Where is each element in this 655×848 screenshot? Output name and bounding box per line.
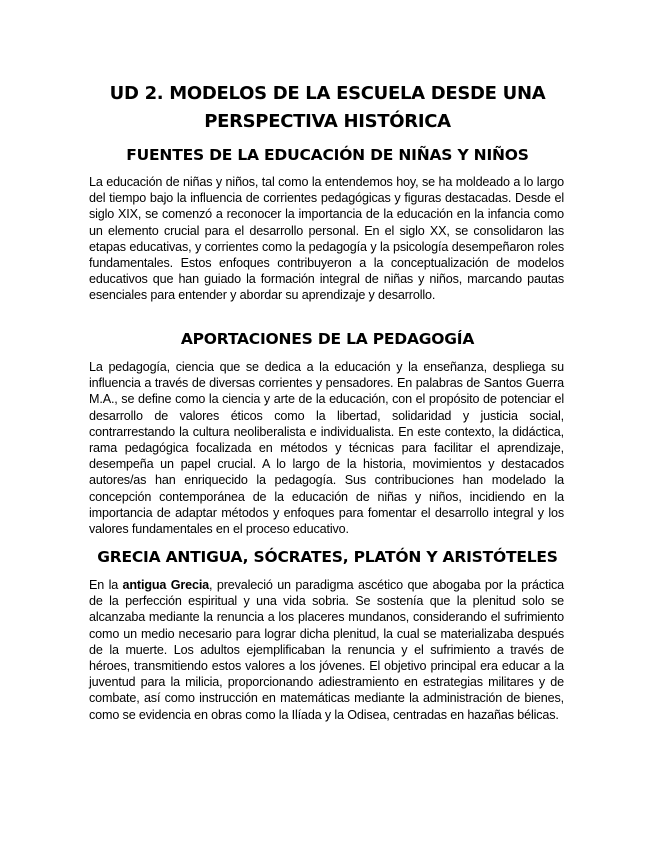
bold-term-antigua-grecia: antigua Grecia bbox=[122, 578, 210, 592]
section-paragraph-fuentes: La educación de niñas y niños, tal como la entendemos hoy, se ha moldeado a lo largo del tiempo bajo la influencia de corrientes pedagógicas y figuras destacadas. Desde el siglo XIX, se comenzó a reconocer la importancia de la educación en la infancia como un elemento crucial para el desarrollo personal. En el siglo XX, se consolidaron las etapas educativas, y corrientes como la pedagogía y la psicología desempeñaron roles fundamentales. Estos enfoques contribuyeron a la conceptualización de modelos educativos que han guiado la formación integral de niñas y niños, marcando pautas esenciales para entender y abordar su aprendizaje y desarrollo. bbox=[89, 175, 564, 303]
section-paragraph-grecia bbox=[89, 577, 564, 723]
section-paragraph-aportaciones: La pedagogía, ciencia que se dedica a la educación y la enseñanza, despliega su influencia a través de diversas corrientes y pensadores. En palabras de Santos Guerra M.A., se define como la ciencia y arte de la educación, con el propósito de potenciar el desarrollo de valores éticos como la libertad, solidaridad y justicia social, contrarrestando la cultura neoliberalista e individualista. En este contexto, la didáctica, rama pedagógica focalizada en métodos y técnicas para facilitar el aprendizaje, desempeña un papel crucial. A lo largo de la historia, movimientos y destacados autores/as han enriquecido la pedagogía. Sus contribuciones han modelado la concepción contemporánea de la educación de niñas y niños, incidiendo en la importancia de adaptar métodos y enfoques para fomentar el desarrollo integral y los valores fundamentales en el proceso educativo. bbox=[89, 360, 564, 537]
paragraph-rest: , prevaleció un paradigma ascético que abogaba por la práctica de la perfección espiritual y una vida sobria. Se sostenía que la plenitud solo se alcanzaba mediante la renuncia a los placeres mundanos, considerando el sufrimiento como un medio necesario para lograr dicha plenitud, la cual se materializaba después de la muerte. Los adultos ejemplificaban la renuncia y el sufrimiento a través de héroes, transmitiendo estos valores a los jóvenes. El objetivo principal era educar a la juventud para la milicia, proporcionando adiestramiento en estrategias militares y de combate, así como instrucción en matemáticas mediante la administración de bienes, como se evidencia en obras como la Ilíada y la Odisea, centradas en hazañas bélicas. bbox=[89, 578, 564, 722]
document-title: UD 2. MODELOS DE LA ESCUELA DESDE UNA PERSPECTIVA HISTÓRICA bbox=[109, 83, 546, 132]
paragraph-prefix: En la bbox=[89, 578, 123, 592]
section-heading-aportaciones: APORTACIONES DE LA PEDAGOGÍA bbox=[180, 330, 475, 348]
section-heading-fuentes: FUENTES DE LA EDUCACIÓN DE NIÑAS Y NIÑOS bbox=[126, 146, 529, 164]
section-heading-grecia: GRECIA ANTIGUA, SÓCRATES, PLATÓN Y ARISTÓTELES bbox=[97, 548, 558, 566]
